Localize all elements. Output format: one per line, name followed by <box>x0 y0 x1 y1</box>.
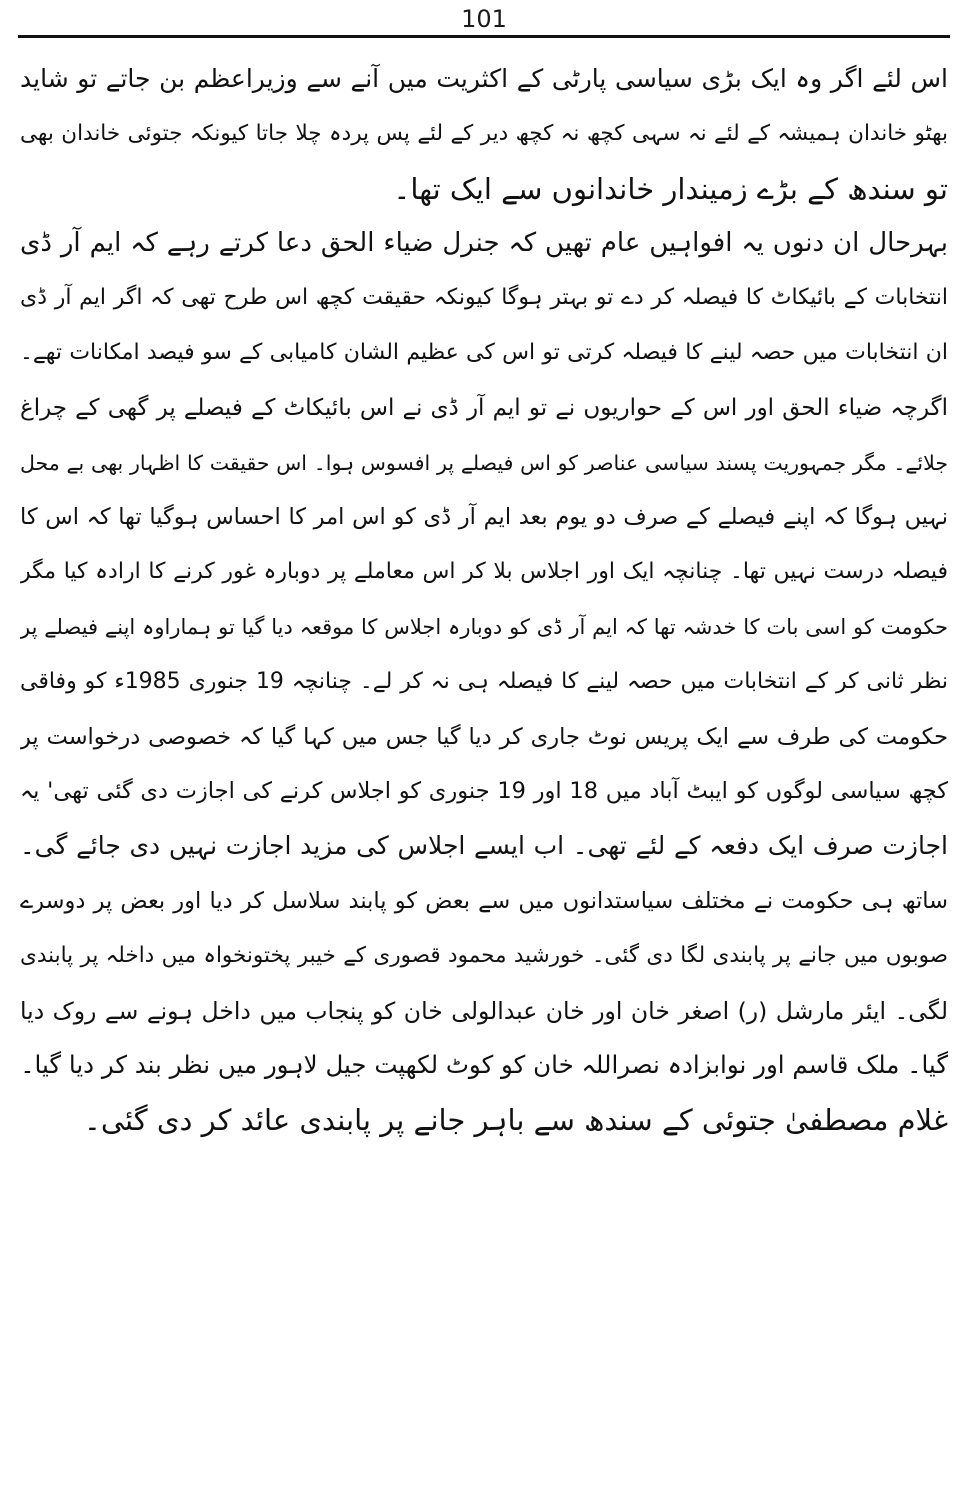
text-line: نہیں ہوگا کہ اپنے فیصلے کے صرف دو یوم بعد ایم آر ڈی کو اس امر کا احساس ہوگیا تھا کہ اس کا <box>20 504 948 531</box>
body-text <box>20 52 948 1148</box>
text-line: تو سندھ کے بڑے زمیندار خاندانوں سے ایک تھا۔ <box>393 171 948 206</box>
text-line: بہرحال ان دنوں یہ افواہیں عام تھیں کہ جنرل ضیاء الحق دعا کرتے رہے کہ ایم آر ڈی <box>20 228 948 259</box>
text-line: غلام مصطفیٰ جتوئی کے سندھ سے باہر جانے پر پابندی عائد کر دی گئی۔ <box>83 1103 948 1138</box>
text-line: اگرچہ ضیاء الحق اور اس کے حواریوں نے تو ایم آر ڈی نے اس بائیکاٹ کے فیصلے پر گھی کے چراغ <box>20 394 948 421</box>
page-number: 101 <box>461 5 507 33</box>
text-line: نظر ثانی کر کے انتخابات میں حصہ لینے کا فیصلہ ہی نہ کر لے۔ چنانچہ 19 جنوری 1985ء کو وفاقی <box>20 668 948 694</box>
text-line: اس لئے اگر وہ ایک بڑی سیاسی پارٹی کے اکثریت میں آنے سے وزیراعظم بن جاتے تو شاید <box>20 64 948 93</box>
text-line: ان انتخابات میں حصہ لینے کا فیصلہ کرتی تو اس کی عظیم الشان کامیابی کے سو فیصد امکانات تھے۔ <box>20 339 948 365</box>
text-line: کچھ سیاسی لوگوں کو ایبٹ آباد میں 18 اور 19 جنوری کو اجلاس کرنے کی اجازت دی گئی تھی' یہ <box>20 778 948 805</box>
text-line: لگی۔ ایئر مارشل (ر) اصغر خان اور خان عبدالولی خان کو پنجاب میں داخل ہونے سے روک دیا <box>20 996 948 1025</box>
text-line: حکومت کو اسی بات کا خدشہ تھا کہ ایم آر ڈی کو دوبارہ اجلاس کا موقعہ دیا گیا تو ہماراوہ اپنے فیصلے پر <box>20 614 948 639</box>
text-line: فیصلہ درست نہیں تھا۔ چنانچہ ایک اور اجلاس بلا کر اس معاملے پر دوبارہ غور کرنے کا ارادہ کیا مگر <box>20 559 948 585</box>
text-line: ساتھ ہی حکومت نے مختلف سیاستدانوں میں سے بعض کو پابند سلاسل کر دیا اور بعض پر دوسرے <box>20 887 948 914</box>
text-line: گیا۔ ملک قاسم اور نوابزادہ نصراللہ خان کو کوٹ لکھپت جیل لاہور میں نظر بند کر دیا گیا۔ <box>20 1050 948 1080</box>
text-line: انتخابات کے بائیکاٹ کا فیصلہ کر دے تو بہتر ہوگا کیونکہ حقیقت کچھ اس طرح تھی کہ اگر ایم آر ڈی <box>20 285 948 311</box>
text-line: اجازت صرف ایک دفعہ کے لئے تھی۔ اب ایسے اجلاس کی مزید اجازت نہیں دی جائے گی۔ <box>20 831 948 861</box>
text-line: حکومت کی طرف سے ایک پریس نوٹ جاری کر دیا گیا جس میں کہا گیا کہ خصوصی درخواست پر <box>20 723 948 750</box>
text-line: بھٹو خاندان ہمیشہ کے لئے نہ سہی کچھ نہ کچھ دیر کے لئے پس پردہ چلا جاتا کیونکہ جتوئی خاندان بھی <box>20 120 948 146</box>
text-line: صوبوں میں جانے پر پابندی لگا دی گئی۔ خورشید محمود قصوری کے خیبر پختونخواہ میں داخلہ پر پابندی <box>20 942 948 968</box>
text-line: جلائے۔ مگر جمہوریت پسند سیاسی عناصر کو اس فیصلے پر افسوس ہوا۔ اس حقیقت کا اظہار بھی بے محل <box>20 450 948 475</box>
header-rule <box>18 35 950 38</box>
